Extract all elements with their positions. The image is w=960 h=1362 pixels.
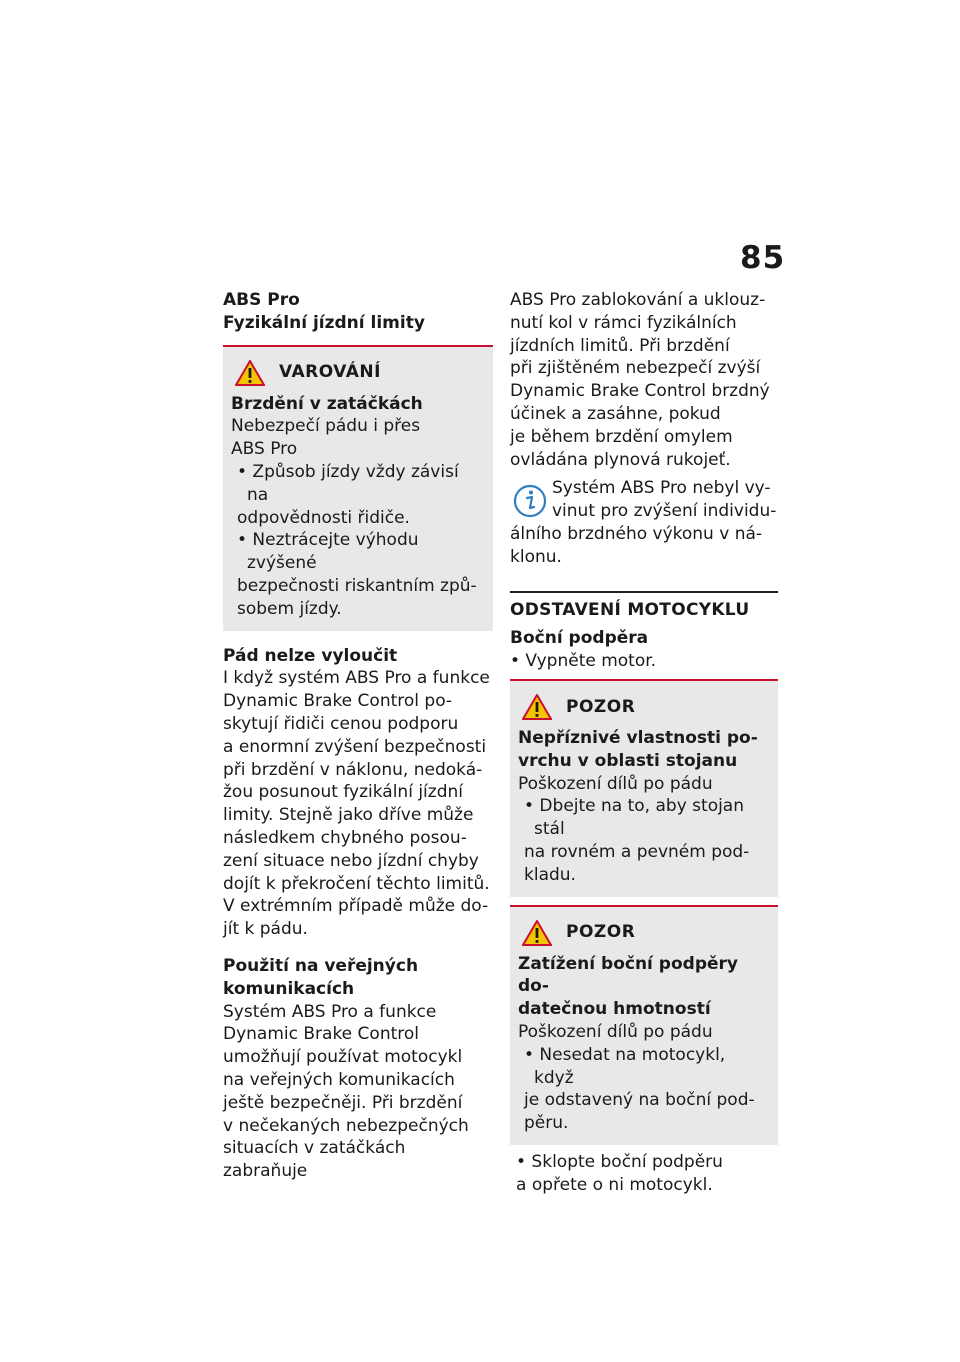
caution2-bullet-line: pěru. <box>524 1113 569 1134</box>
cont-line: Dynamic Brake Control brzdný <box>510 381 770 402</box>
warning-heading: Brzdění v zatáčkách <box>231 393 423 414</box>
caution2-heading-line: datečnou hmotností <box>518 999 711 1020</box>
step2-line: • Sklopte boční podpěru <box>516 1151 723 1172</box>
continued-paragraph <box>510 289 778 471</box>
para1-line: skytují řidiči cenou podporu <box>223 713 459 734</box>
warning-line-1: Nebezpečí pádu i přes <box>231 416 421 437</box>
para1-line: I když systém ABS Pro a funkce <box>223 668 490 689</box>
para1-line: při brzdění v náklonu, nedoká- <box>223 759 483 780</box>
caution1-heading-line: Nepříznivé vlastnosti po- <box>518 727 758 748</box>
para1-heading: Pád nelze vyloučit <box>223 645 398 666</box>
caution2-bullet-line: je odstavený na boční pod- <box>524 1090 755 1111</box>
warning-bullet-1-line-1: • Způsob jízdy vždy závisí na <box>237 461 459 505</box>
cont-line: při zjištěném nebezpečí zvýší <box>510 358 761 379</box>
cont-line: jízdních limitů. Při brzdění <box>510 335 730 356</box>
cont-line: je během brzdění omylem <box>510 426 733 447</box>
para1-line: zení situace nebo jízdní chyby <box>223 850 479 871</box>
caution1-heading-line: vrchu v oblasti stojanu <box>518 750 738 771</box>
cont-line: účinek a zasáhne, pokud <box>510 403 721 424</box>
warning-triangle-icon <box>235 360 265 386</box>
caution2-label: POZOR <box>566 922 636 943</box>
para2-heading-line: Použití na veřejných <box>223 955 419 976</box>
para1-line: žou posunout fyzikální jízdní <box>223 782 463 803</box>
caution1-header <box>518 691 770 723</box>
para2-line: situacích v zatáčkách zabraňuje <box>223 1138 406 1182</box>
para1-line: dojít k překročení těchto limitů. <box>223 873 490 894</box>
caution2-bullet <box>518 1044 770 1135</box>
warning-box <box>223 347 493 631</box>
para1-line: následkem chybného posou- <box>223 827 467 848</box>
warning-triangle-icon <box>522 694 552 720</box>
caution1-heading <box>518 727 770 773</box>
warning-bullet-2-line-1: • Neztrácejte výhodu zvýšené <box>237 530 419 574</box>
left-column <box>223 289 493 1183</box>
step-2 <box>510 1151 778 1197</box>
caution1-bullet-line: • Dbejte na to, aby stojan stál <box>524 796 745 840</box>
caution2-heading <box>518 953 770 1021</box>
warning-bullet-2-line-2: bezpečnosti riskantním způ- <box>237 575 477 596</box>
cont-line: nutí kol v rámci fyzikálních <box>510 312 737 333</box>
para2-line: Dynamic Brake Control <box>223 1024 419 1045</box>
chapter-rule <box>510 591 778 593</box>
para2-heading-line: komunikacích <box>223 978 355 999</box>
warning-bullet-1-line-2: odpovědnosti řidiče. <box>237 507 410 528</box>
caution1-bullet-line: kladu. <box>524 864 576 885</box>
para1-line: V extrémním případě může do- <box>223 896 489 917</box>
info-line: álního brzdného výkonu v ná- <box>510 523 763 544</box>
warning-triangle-icon <box>522 920 552 946</box>
caution1-label: POZOR <box>566 696 636 717</box>
warning-bullet-1 <box>231 461 485 529</box>
info-line: Systém ABS Pro nebyl vy- <box>552 478 771 499</box>
caution2-bullet-line: • Nesedat na motocykl, když <box>524 1044 726 1088</box>
para2-line: ještě bezpečněji. Při brzdění <box>223 1092 463 1113</box>
para2-line: umožňují používat motocykl <box>223 1047 463 1068</box>
para1-line: Dynamic Brake Control po- <box>223 691 453 712</box>
info-icon <box>510 479 550 519</box>
caution-box-2 <box>510 907 778 1145</box>
warning-label: VAROVÁNÍ <box>279 362 381 383</box>
caution2-heading-line: Zatížení boční podpěry do- <box>518 953 738 997</box>
para2-line: Systém ABS Pro a funkce <box>223 1001 437 1022</box>
info-line: vinut pro zvýšení individu- <box>552 501 777 522</box>
para2-line: na veřejných komunikacích <box>223 1069 455 1090</box>
caution1-bullet <box>518 795 770 886</box>
para2-body <box>223 1001 493 1183</box>
caution2-line: Poškození dílů po pádu <box>518 1021 713 1042</box>
page-number: 85 <box>740 240 786 276</box>
info-line: klonu. <box>510 546 562 567</box>
info-note <box>510 477 778 568</box>
caution2-header <box>518 917 770 949</box>
section-title-abs-pro: ABS Pro <box>223 290 300 310</box>
right-column <box>510 289 778 1197</box>
section-title-physical-limits: Fyzikální jízdní limity <box>223 312 425 333</box>
para1-line: jít k pádu. <box>223 919 308 940</box>
para1-line: limity. Stejně jako dříve může <box>223 805 474 826</box>
warning-bullet-2 <box>231 529 485 620</box>
sub-heading-side-stand: Boční podpěra <box>510 628 649 649</box>
caution-box-1 <box>510 681 778 897</box>
para2-heading <box>223 955 493 1001</box>
cont-line: ABS Pro zablokování a uklouz- <box>510 290 766 310</box>
caution1-line: Poškození dílů po pádu <box>518 773 713 794</box>
step-1: • Vypněte motor. <box>510 651 657 672</box>
warning-bullet-2-line-3: sobem jízdy. <box>237 598 342 619</box>
caution1-bullet-line: na rovném a pevném pod- <box>524 841 750 862</box>
para1-line: a enormní zvýšení bezpečnosti <box>223 736 487 757</box>
para1-body <box>223 667 493 941</box>
cont-line: ovládána plynová rukojeť. <box>510 449 731 470</box>
warning-line-2: ABS Pro <box>231 439 298 460</box>
para2-line: v nečekaných nebezpečných <box>223 1115 469 1136</box>
warning-header <box>231 357 485 389</box>
step2-line: a opřete o ni motocykl. <box>516 1174 713 1195</box>
chapter-title: ODSTAVENÍ MOTOCYKLU <box>510 599 750 620</box>
